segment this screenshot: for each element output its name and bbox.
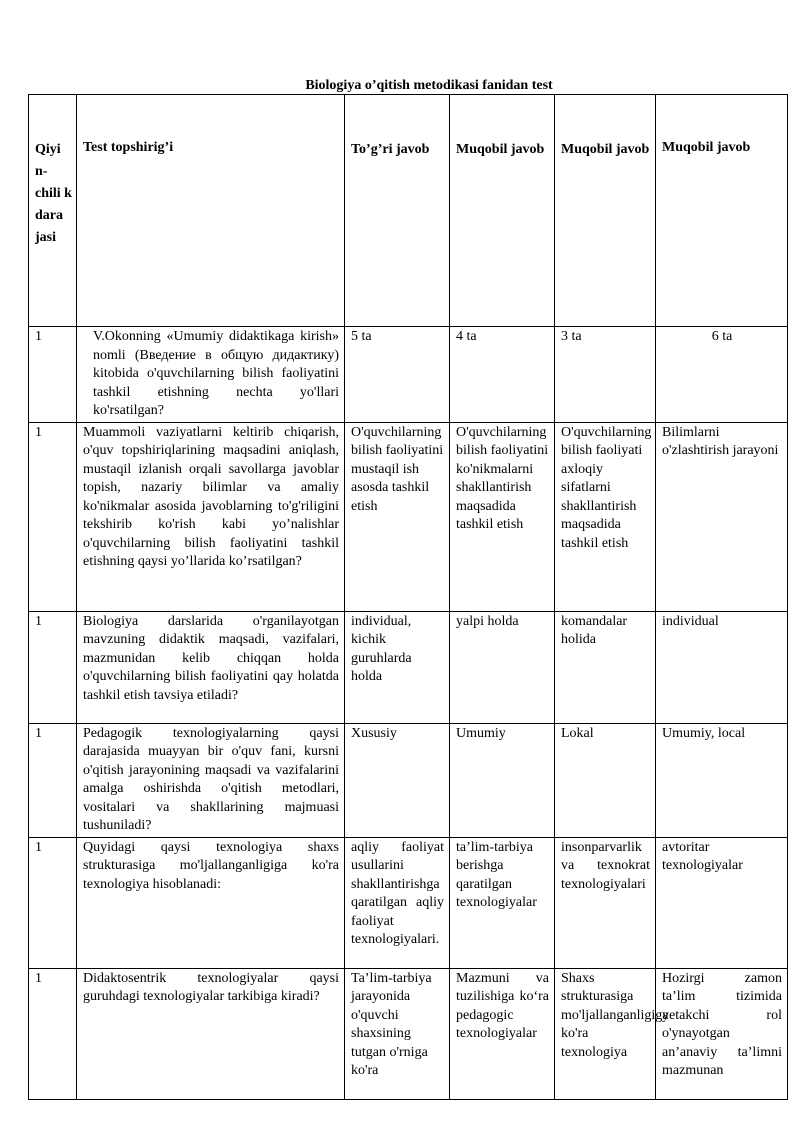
row-correct: 5 ta bbox=[345, 327, 450, 423]
row-alt-3: Hozirgi zamon ta’lim tizimida yetakchi rol o'ynayotgan an’anaviy ta’limni mazmunan bbox=[656, 968, 788, 1099]
row-level: 1 bbox=[29, 723, 77, 837]
row-alt-2: insonparvarlik va texnokrat texnologiyalari bbox=[555, 837, 656, 968]
row-alt-2: komandalar holida bbox=[555, 611, 656, 723]
row-alt-3: individual bbox=[656, 611, 788, 723]
row-task: Biologiya darslarida o'rganilayotgan mavzuning didaktik maqsadi, vazifalari, mazmunidan kelib chiqqan holda o'quvchilarning bilish faoliyatini qay holatda tashkil etish tavsiya etiladi? bbox=[77, 611, 345, 723]
row-alt-1: Mazmuni va tuzilishiga ko‘ra pedagogic texnologiyalar bbox=[450, 968, 555, 1099]
row-alt-3: avtoritar texnologiyalar bbox=[656, 837, 788, 968]
header-alt-1: Muqobil javob bbox=[450, 95, 555, 327]
row-task: Didaktosentrik texnologiyalar qaysi guruhdagi texnologiyalar tarkibiga kiradi? bbox=[77, 968, 345, 1099]
row-alt-1: yalpi holda bbox=[450, 611, 555, 723]
row-correct: O'quvchilarning bilish faoliyatini mustaqil ish asosda tashkil etish bbox=[345, 422, 450, 611]
header-row bbox=[29, 95, 788, 327]
row-alt-1: 4 ta bbox=[450, 327, 555, 423]
header-level: Qiyi n- chili k dara jasi bbox=[29, 95, 77, 327]
row-alt-1: O'quvchilarning bilish faoliyatini ko'nikmalarni shakllantirish maqsadida tashkil etish bbox=[450, 422, 555, 611]
row-task: Muammoli vaziyatlarni keltirib chiqarish, o'quv topshiriqlarining maqsadini aniqlash, mustaqil izlanish orqali savollarga javoblar topish, nazariy bilimlar va amaliy ko'nikmalar asosida javoblarning to'g'riligini tekshirib ko'rish kabi yo’nalishlar o'quvchilarning bilish faoliyatini tashkil etishning qaysi yo’llarida ko’rsatilgan? bbox=[77, 422, 345, 611]
row-alt-2: Shaxs strukturasiga mo'ljallanganligiga ko'ra texnologiya bbox=[555, 968, 656, 1099]
row-correct: Ta’lim-tarbiya jarayonida o'quvchi shaxsining tutgan o'rniga ko'ra bbox=[345, 968, 450, 1099]
row-alt-2: 3 ta bbox=[555, 327, 656, 423]
row-alt-3: Umumiy, local bbox=[656, 723, 788, 837]
page-title: Biologiya o’qitish metodikasi fanidan test bbox=[305, 78, 553, 93]
table-row bbox=[29, 422, 788, 611]
row-task: Pedagogik texnologiyalarning qaysi darajasida muayyan bir o'quv fani, kursni o'qitish jarayonining maqsadi va vazifalarini amalga oshirishda o'qitish metodlari, vositalari va shakllarining majmuasi tushuniladi? bbox=[77, 723, 345, 837]
row-task: Quyidagi qaysi texnologiya shaxs strukturasiga mo'ljallanganligiga ko'ra texnologiya hisoblanadi: bbox=[77, 837, 345, 968]
row-correct: aqliy faoliyat usullarini shakllantirishga qaratilgan aqliy faoliyat texnologiyalari. bbox=[345, 837, 450, 968]
header-alt-3: Muqobil javob bbox=[656, 95, 788, 327]
row-correct: Xususiy bbox=[345, 723, 450, 837]
table-row bbox=[29, 327, 788, 423]
row-correct: individual, kichik guruhlarda holda bbox=[345, 611, 450, 723]
row-alt-3: 6 ta bbox=[656, 327, 788, 423]
table-row bbox=[29, 837, 788, 968]
row-level: 1 bbox=[29, 968, 77, 1099]
test-table bbox=[28, 94, 788, 1100]
row-alt-2: Lokal bbox=[555, 723, 656, 837]
row-level: 1 bbox=[29, 611, 77, 723]
row-level: 1 bbox=[29, 422, 77, 611]
row-alt-1: ta’lim-tarbiya berishga qaratilgan texnologiyalar bbox=[450, 837, 555, 968]
row-level: 1 bbox=[29, 837, 77, 968]
row-alt-3: Bilimlarni o'zlashtirish jarayoni bbox=[656, 422, 788, 611]
row-alt-1: Umumiy bbox=[450, 723, 555, 837]
table-row bbox=[29, 968, 788, 1099]
header-alt-2: Muqobil javob bbox=[555, 95, 656, 327]
header-correct: To’g’ri javob bbox=[345, 95, 450, 327]
row-task: V.Okonning «Umumiy didaktikaga kirish» nomli (Введение в общую дидактику) kitobida o'quvchilarning bilish faoliyatini tashkil etishning nechta yo'llari ko'rsatilgan? bbox=[77, 327, 345, 423]
table-row bbox=[29, 723, 788, 837]
header-task: Test topshirig’i bbox=[77, 95, 345, 327]
row-level: 1 bbox=[29, 327, 77, 423]
row-alt-2: O'quvchilarning bilish faoliyati axloqiy sifatlarni shakllantirish maqsadida tashkil etish bbox=[555, 422, 656, 611]
table-row bbox=[29, 611, 788, 723]
